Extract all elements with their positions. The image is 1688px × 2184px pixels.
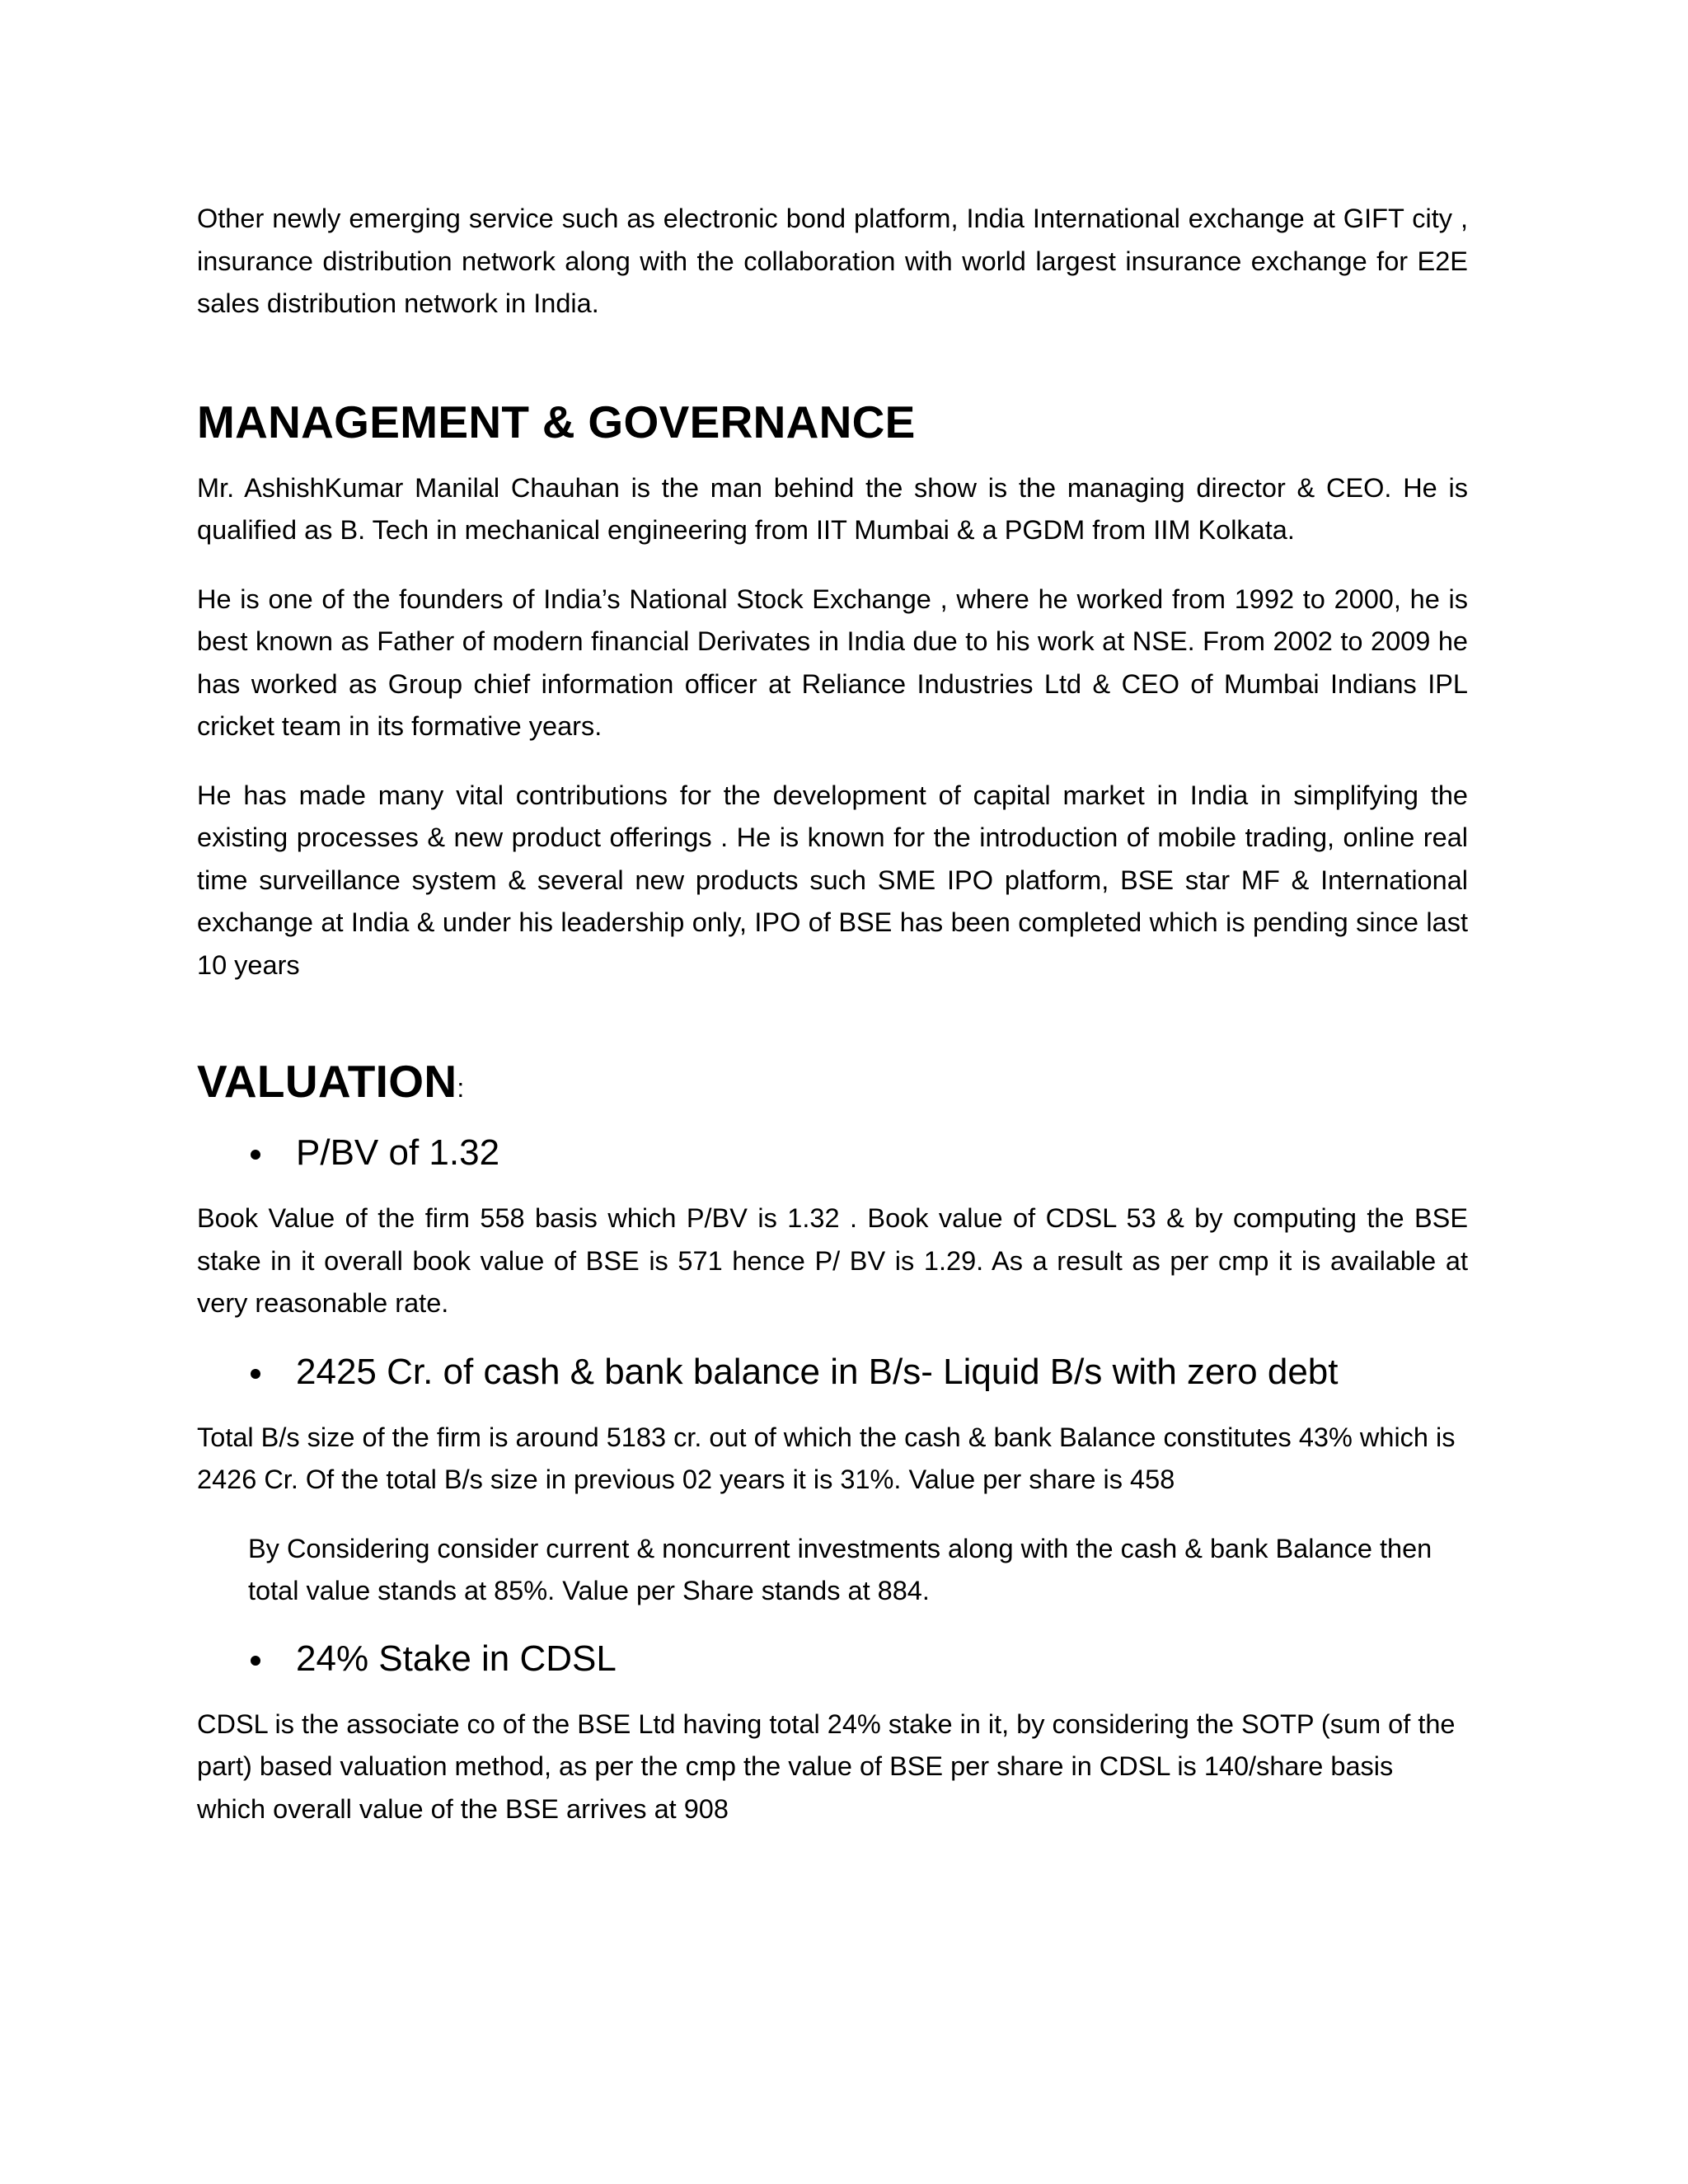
valuation-bullet-cdsl [197, 1636, 1468, 1682]
valuation-pbv-paragraph: Book Value of the firm 558 basis which P/BV is 1.32 . Book value of CDSL 53 & by computing the BSE stake in it overall book value of BSE is 571 hence P/ BV is 1.29. As a result as per cmp it is available at very reasonable rate. [197, 1203, 1468, 1318]
valuation-bullet-pbv-text: P/BV of 1.32 [296, 1132, 500, 1173]
valuation-bullet-cdsl-text: 24% Stake in CDSL [296, 1638, 617, 1679]
bullet-icon [251, 1656, 260, 1666]
valuation-heading-colon: : [457, 1073, 465, 1103]
bullet-icon [251, 1369, 260, 1379]
valuation-bullet-pbv [197, 1130, 1468, 1176]
valuation-bullet-cash-text: 2425 Cr. of cash & bank balance in B/s- Liquid B/s with zero debt [296, 1351, 1339, 1392]
valuation-cash-paragraph: Total B/s size of the firm is around 5183 cr. out of which the cash & bank Balance constitutes 43% which is 2426 Cr. Of the total B/s size in previous 02 years it is 31%. Value per share is 458 [197, 1422, 1456, 1494]
intro-paragraph: Other newly emerging service such as electronic bond platform, India International exchange at GIFT city , insurance distribution network along with the collaboration with world largest insurance exchange for E2E sales distribution network in India. [197, 204, 1468, 318]
management-paragraph-1: Mr. AshishKumar Manilal Chauhan is the man behind the show is the managing director & CEO. He is qualified as B. Tech in mechanical engineering from IIT Mumbai & a PGDM from IIM Kolkata. [197, 472, 1468, 545]
bullet-icon [251, 1150, 260, 1160]
valuation-bullet-cash [197, 1349, 1468, 1395]
management-paragraph-2: He is one of the founders of India’s National Stock Exchange , where he worked from 1992 to 2000, he is best known as Father of modern financial Derivates in India due to his work at NSE. From 2002 to 2009 he has worked as Group chief information officer at Reliance Industries Ltd & CEO of Mumbai Indians IPL cricket team in its formative years. [197, 583, 1468, 741]
valuation-heading [197, 1055, 1468, 1114]
management-paragraph-3: He has made many vital contributions for the development of capital market in India in simplifying the existing processes & new product offerings . He is known for the introduction of mobile trading, online real time surveillance system & several new products such SME IPO platform, BSE star MF & International exchange at India & under his leadership only, IPO of BSE has been completed which is pending since last 10 years [197, 780, 1468, 980]
document-page [197, 198, 1468, 1830]
management-heading: MANAGEMENT & GOVERNANCE [197, 396, 916, 448]
valuation-cash-subparagraph: By Considering consider current & noncurrent investments along with the cash & bank Balance then total value stands at 85%. Value per Share stands at 884. [248, 1533, 1432, 1605]
valuation-heading-text: VALUATION [197, 1056, 457, 1107]
valuation-cdsl-paragraph: CDSL is the associate co of the BSE Ltd having total 24% stake in it, by considering the SOTP (sum of the part) based valuation method, as per the cmp the value of BSE per share in CDSL is 140/share basis which overall value of the BSE arrives at 908 [197, 1708, 1456, 1824]
